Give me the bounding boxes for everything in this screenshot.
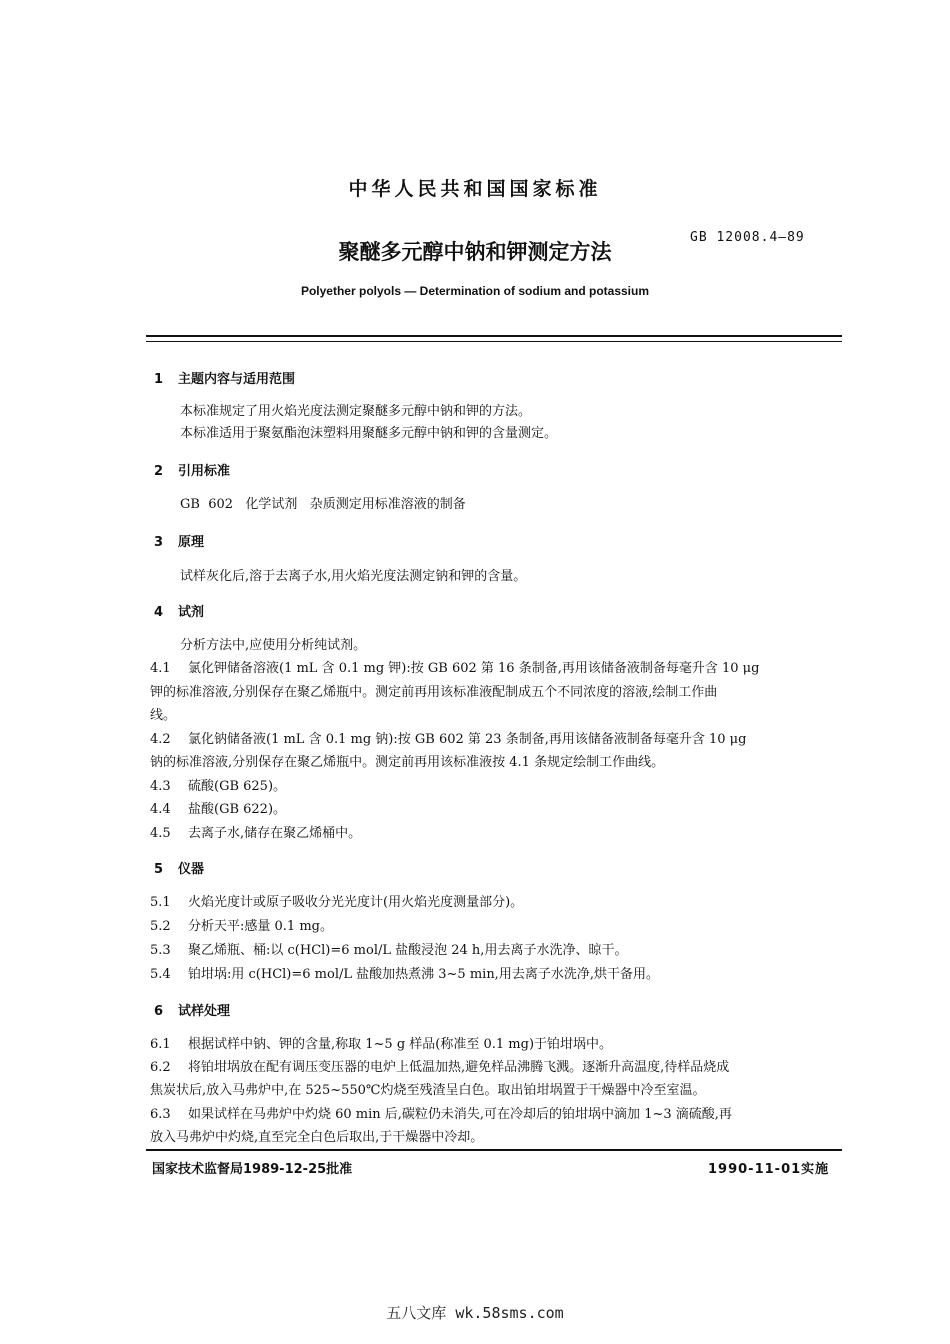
implementation-date: 1990-11-01实施 <box>708 1162 830 1177</box>
section-5-heading <box>154 858 204 877</box>
paragraph: 试样灰化后,溶于去离子水,用火焰光度法测定钠和钾的含量。 <box>180 569 527 584</box>
clause-number: 5.1 <box>150 895 171 910</box>
clause-number: 5.2 <box>150 919 171 934</box>
document-title-en: Polyether polyols — Determination of sodium and potassium <box>300 284 650 298</box>
clause-text: 如果试样在马弗炉中灼烧 60 min 后,碳粒仍未消失,可在冷却后的铂坩埚中滴加 1~3 滴硫酸,再 <box>188 1107 732 1122</box>
clause-6-1 <box>150 1035 612 1054</box>
clause-number: 4.4 <box>150 802 171 817</box>
clause-text-line: 焦炭状后,放入马弗炉中,在 525~550℃灼烧至残渣呈白色。取出铂坩埚置于干燥器中冷至室温。 <box>150 1083 706 1098</box>
clause-text: 将铂坩埚放在配有调压变压器的电炉上低温加热,避免样品沸腾飞溅。逐渐升高温度,待样品烧成 <box>188 1060 730 1075</box>
clause-5-4 <box>150 965 659 984</box>
clause-4-5 <box>150 824 361 843</box>
section-number: 3 <box>154 535 164 550</box>
clause-5-3 <box>150 941 627 960</box>
clause-text: 聚乙烯瓶、桶:以 c(HCl)=6 mol/L 盐酸浸泡 24 h,用去离子水洗净、晾干。 <box>188 943 628 958</box>
section-title: 主题内容与适用范围 <box>178 372 296 387</box>
clause-text-line: 钠的标准溶液,分别保存在聚乙烯瓶中。测定前再用该标准液按 4.1 条规定绘制工作曲线。 <box>150 755 665 770</box>
section-number: 6 <box>154 1004 164 1019</box>
paragraph: 本标准规定了用火焰光度法测定聚醚多元醇中钠和钾的方法。 <box>180 404 532 419</box>
section-number: 4 <box>154 605 164 620</box>
clause-number: 4.5 <box>150 826 171 841</box>
clause-text: 去离子水,储存在聚乙烯桶中。 <box>188 826 362 841</box>
clause-number: 6.2 <box>150 1060 171 1075</box>
section-6-heading <box>154 1000 230 1019</box>
section-title: 试样处理 <box>178 1004 231 1019</box>
national-standard-title: 中华人民共和国国家标准 <box>348 178 602 200</box>
clause-4-2 <box>150 730 746 749</box>
clause-number: 4.2 <box>150 732 171 747</box>
clause-text: 硫酸(GB 625)。 <box>188 779 287 794</box>
section-title: 试剂 <box>178 605 205 620</box>
clause-6-3 <box>150 1105 732 1124</box>
clause-4-1 <box>150 659 759 678</box>
document-title-cn: 聚醚多元醇中钠和钾测定方法 <box>338 240 612 264</box>
clause-text: 分析天平:感量 0.1 mg。 <box>188 919 333 934</box>
clause-number: 4.3 <box>150 779 171 794</box>
footer-divider <box>146 1149 842 1151</box>
clause-text: 根据试样中钠、钾的含量,称取 1~5 g 样品(称准至 0.1 mg)于铂坩埚中。 <box>188 1037 613 1052</box>
clause-5-1 <box>150 893 523 912</box>
clause-number: 6.1 <box>150 1037 171 1052</box>
clause-text: 氯化钠储备液(1 mL 含 0.1 mg 钠):按 GB 602 第 23 条制备,再用该储备液制备每毫升含 10 μg <box>188 732 747 747</box>
clause-text-line: 放入马弗炉中灼烧,直至完全白色后取出,于干燥器中冷却。 <box>150 1130 484 1145</box>
clause-number: 5.3 <box>150 943 171 958</box>
paragraph: 分析方法中,应使用分析纯试剂。 <box>180 638 367 653</box>
clause-text: 铂坩埚:用 c(HCl)=6 mol/L 盐酸加热煮沸 3~5 min,用去离子水洗净,烘干备用。 <box>188 967 659 982</box>
clause-5-2 <box>150 917 333 936</box>
watermark-text: 五八文库 wk.58sms.com <box>386 1304 564 1322</box>
section-number: 5 <box>154 862 164 877</box>
clause-text: 盐酸(GB 622)。 <box>188 802 287 817</box>
clause-4-4 <box>150 800 286 819</box>
section-number: 1 <box>154 372 164 387</box>
section-number: 2 <box>154 464 164 479</box>
clause-text-line: 线。 <box>150 708 177 723</box>
section-2-heading <box>154 460 230 479</box>
clause-4-3 <box>150 777 286 796</box>
clause-text-line: 钾的标准溶液,分别保存在聚乙烯瓶中。测定前再用该标准液配制成五个不同浓度的溶液,绘制工作曲 <box>150 685 718 700</box>
clause-6-2 <box>150 1058 729 1077</box>
approval-date: 国家技术监督局1989-12-25批准 <box>152 1162 353 1177</box>
reference-standard: GB 602 化学试剂 杂质测定用标准溶液的制备 <box>180 497 466 512</box>
clause-text: 火焰光度计或原子吸收分光光度计(用火焰光度测量部分)。 <box>188 895 524 910</box>
section-4-heading <box>154 601 204 620</box>
section-1-heading <box>154 368 295 387</box>
clause-number: 4.1 <box>150 661 171 676</box>
paragraph: 本标准适用于聚氨酯泡沫塑料用聚醚多元醇中钠和钾的含量测定。 <box>180 426 558 441</box>
standard-number: GB 12008.4—89 <box>690 230 805 245</box>
section-3-heading <box>154 531 204 550</box>
header-divider <box>146 335 842 337</box>
section-title: 仪器 <box>178 862 205 877</box>
clause-number: 5.4 <box>150 967 171 982</box>
clause-number: 6.3 <box>150 1107 171 1122</box>
section-title: 引用标准 <box>178 464 231 479</box>
clause-text: 氯化钾储备溶液(1 mL 含 0.1 mg 钾):按 GB 602 第 16 条制备,再用该储备液制备每毫升含 10 μg <box>188 661 760 676</box>
header-divider-thin <box>146 341 842 342</box>
section-title: 原理 <box>178 535 205 550</box>
